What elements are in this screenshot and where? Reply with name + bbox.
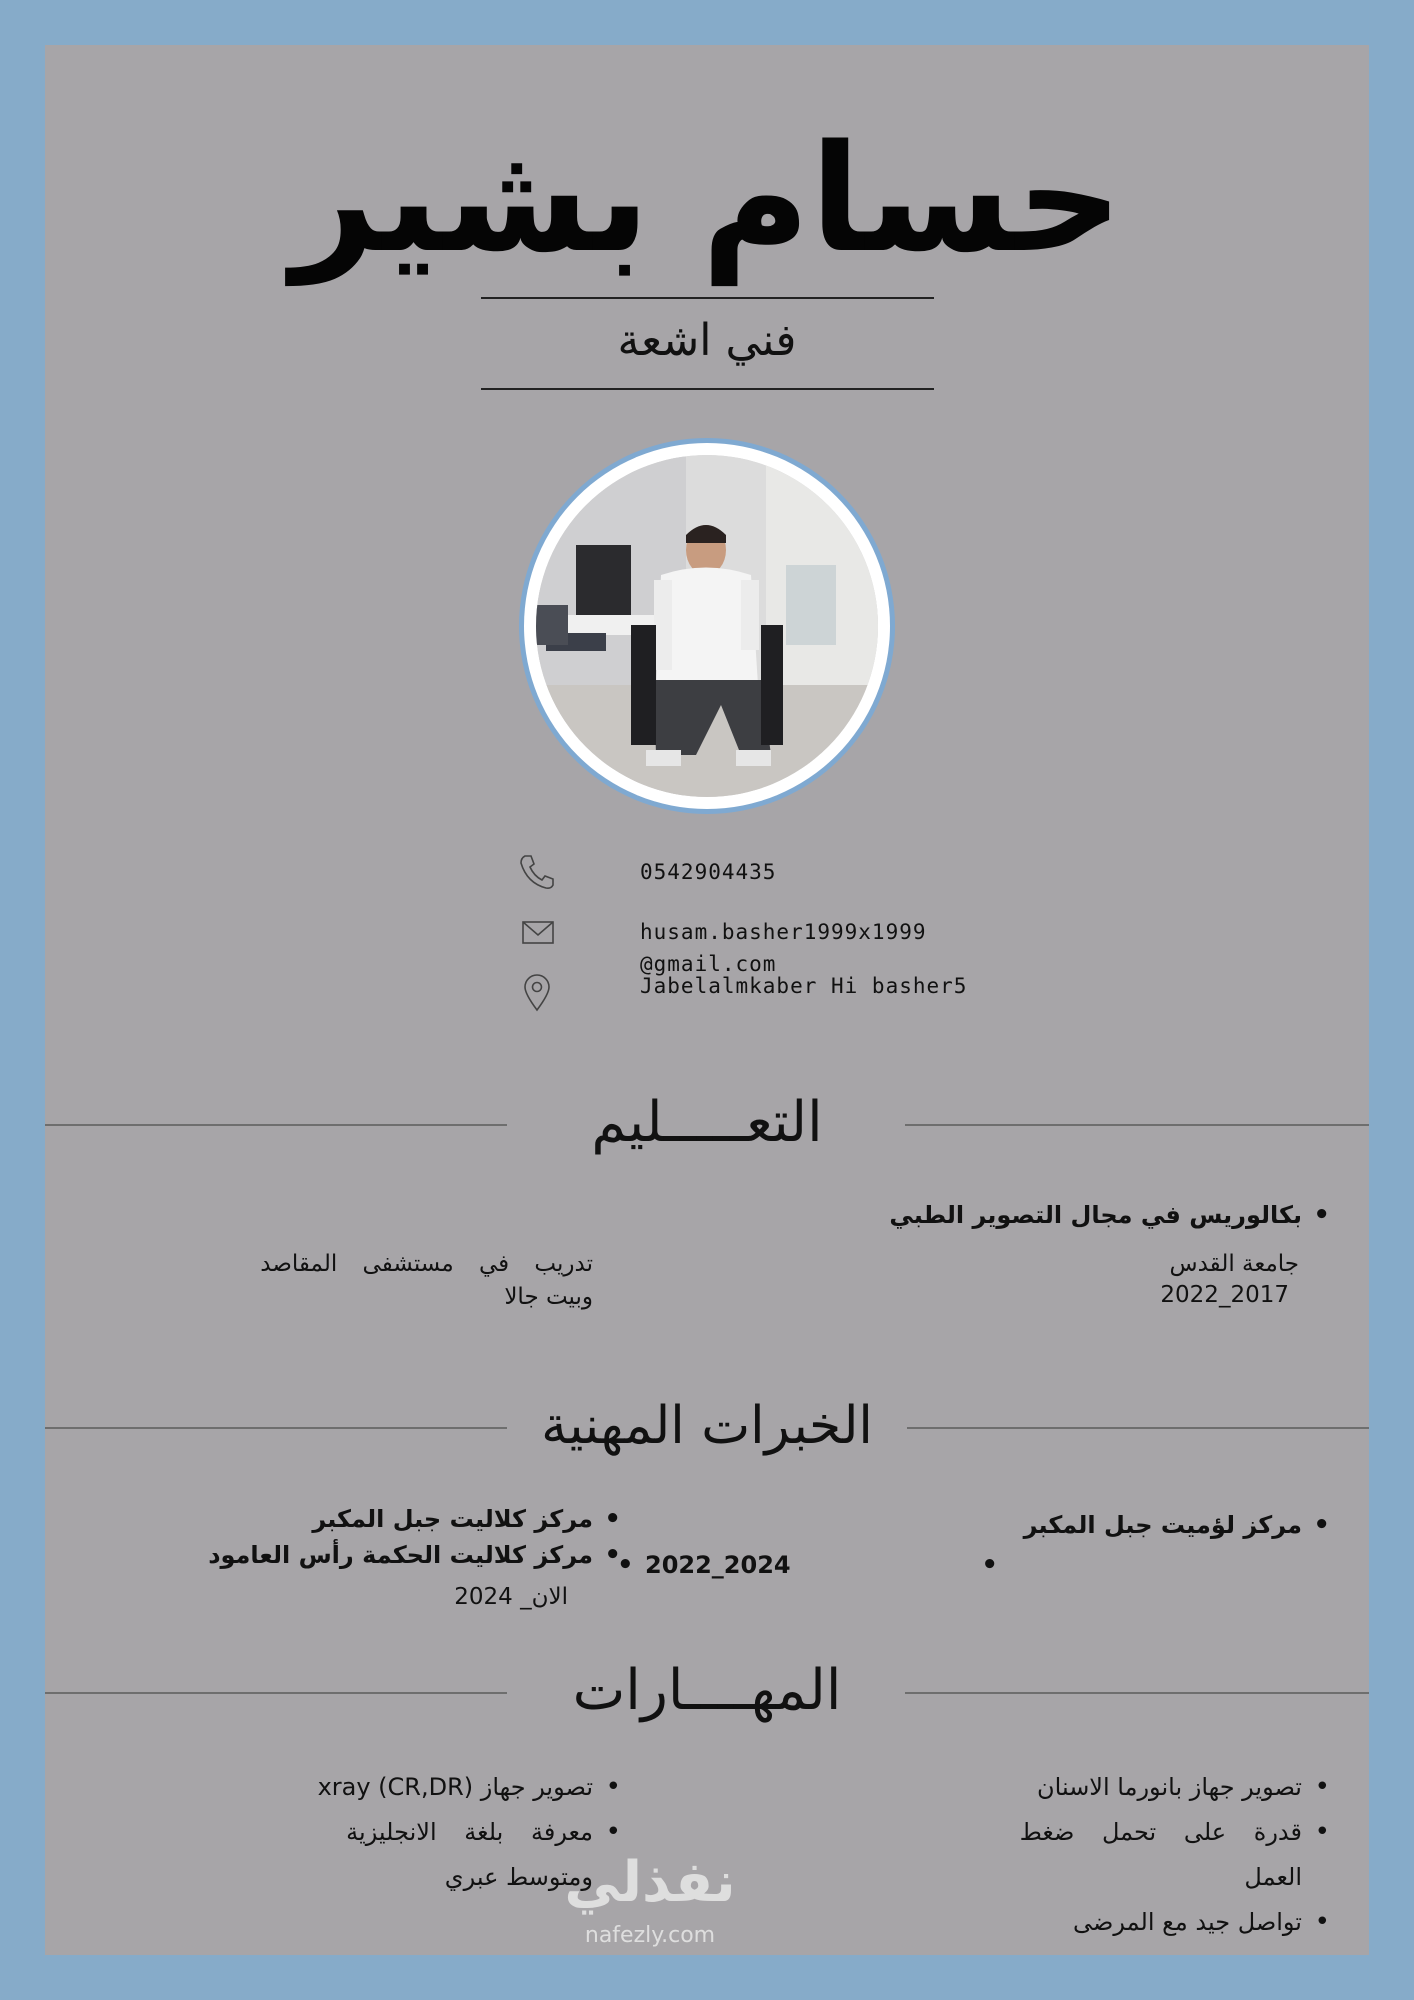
experience-right-item: • مركز لؤميت جبل المكبر bbox=[802, 1508, 1302, 1542]
job-title: فني اشعة bbox=[617, 315, 797, 366]
bullet-dot: • bbox=[617, 1550, 634, 1580]
experience-heading: الخبرات المهنية bbox=[541, 1396, 873, 1456]
email-line-1: husam.basher1999x1999 bbox=[640, 920, 927, 944]
experience-left-years: الان_ 2024 bbox=[454, 1584, 568, 1610]
skill-left-2-cont: ومتوسط عبري bbox=[444, 1863, 593, 1891]
skill-right-3: • تواصل جيد مع المرضى bbox=[822, 1905, 1302, 1939]
skill-right-1: • تصوير جهاز بانورما الاسنان bbox=[822, 1770, 1302, 1804]
skills-heading: المهــــارات bbox=[572, 1658, 842, 1723]
training-line-2: وبيت جالا bbox=[504, 1284, 593, 1310]
skill-left-1: • تصوير جهاز (CR,DR) xray bbox=[185, 1770, 593, 1804]
training-line-1: تدريب في مستشفى المقاصد bbox=[260, 1251, 593, 1277]
experience-left-item-1: • مركز كلاليت جبل المكبر bbox=[165, 1502, 593, 1536]
mail-icon bbox=[515, 910, 559, 954]
profile-photo bbox=[536, 455, 878, 797]
person-photo-illustration bbox=[536, 455, 878, 797]
location-pin-icon bbox=[515, 970, 559, 1014]
skill-left-2: • معرفة بلغة الانجليزية bbox=[295, 1815, 593, 1849]
profile-photo-frame bbox=[519, 438, 895, 814]
watermark-logo: نفذلي bbox=[564, 1850, 736, 1915]
title-top-rule bbox=[481, 297, 934, 299]
title-bottom-rule bbox=[481, 388, 934, 390]
degree-item: • بكالوريس في مجال التصوير الطبي bbox=[742, 1198, 1302, 1232]
address-text: Jabelalmkaber Hi basher5 bbox=[640, 974, 968, 998]
cv-page bbox=[45, 45, 1369, 1955]
skill-right-2-cont: العمل bbox=[1244, 1863, 1302, 1891]
experience-left-item-2: • مركز كلاليت الحكمة رأس العامود bbox=[165, 1538, 593, 1572]
education-heading: التعـــــليم bbox=[591, 1090, 823, 1155]
phone-icon bbox=[515, 850, 559, 894]
phone-number: 0542904435 bbox=[640, 860, 777, 884]
watermark-url: nafezly.com bbox=[584, 1923, 716, 1948]
university-name: جامعة القدس bbox=[1169, 1251, 1299, 1277]
skill-right-2: • قدرة على تحمل ضغط bbox=[1007, 1815, 1302, 1849]
email-line-2: @gmail.com bbox=[640, 952, 777, 976]
person-name: حسام بشير bbox=[291, 113, 1123, 285]
education-years: 2017_2022 bbox=[1160, 1282, 1289, 1308]
experience-right-years: 2022_2024 bbox=[645, 1551, 791, 1579]
